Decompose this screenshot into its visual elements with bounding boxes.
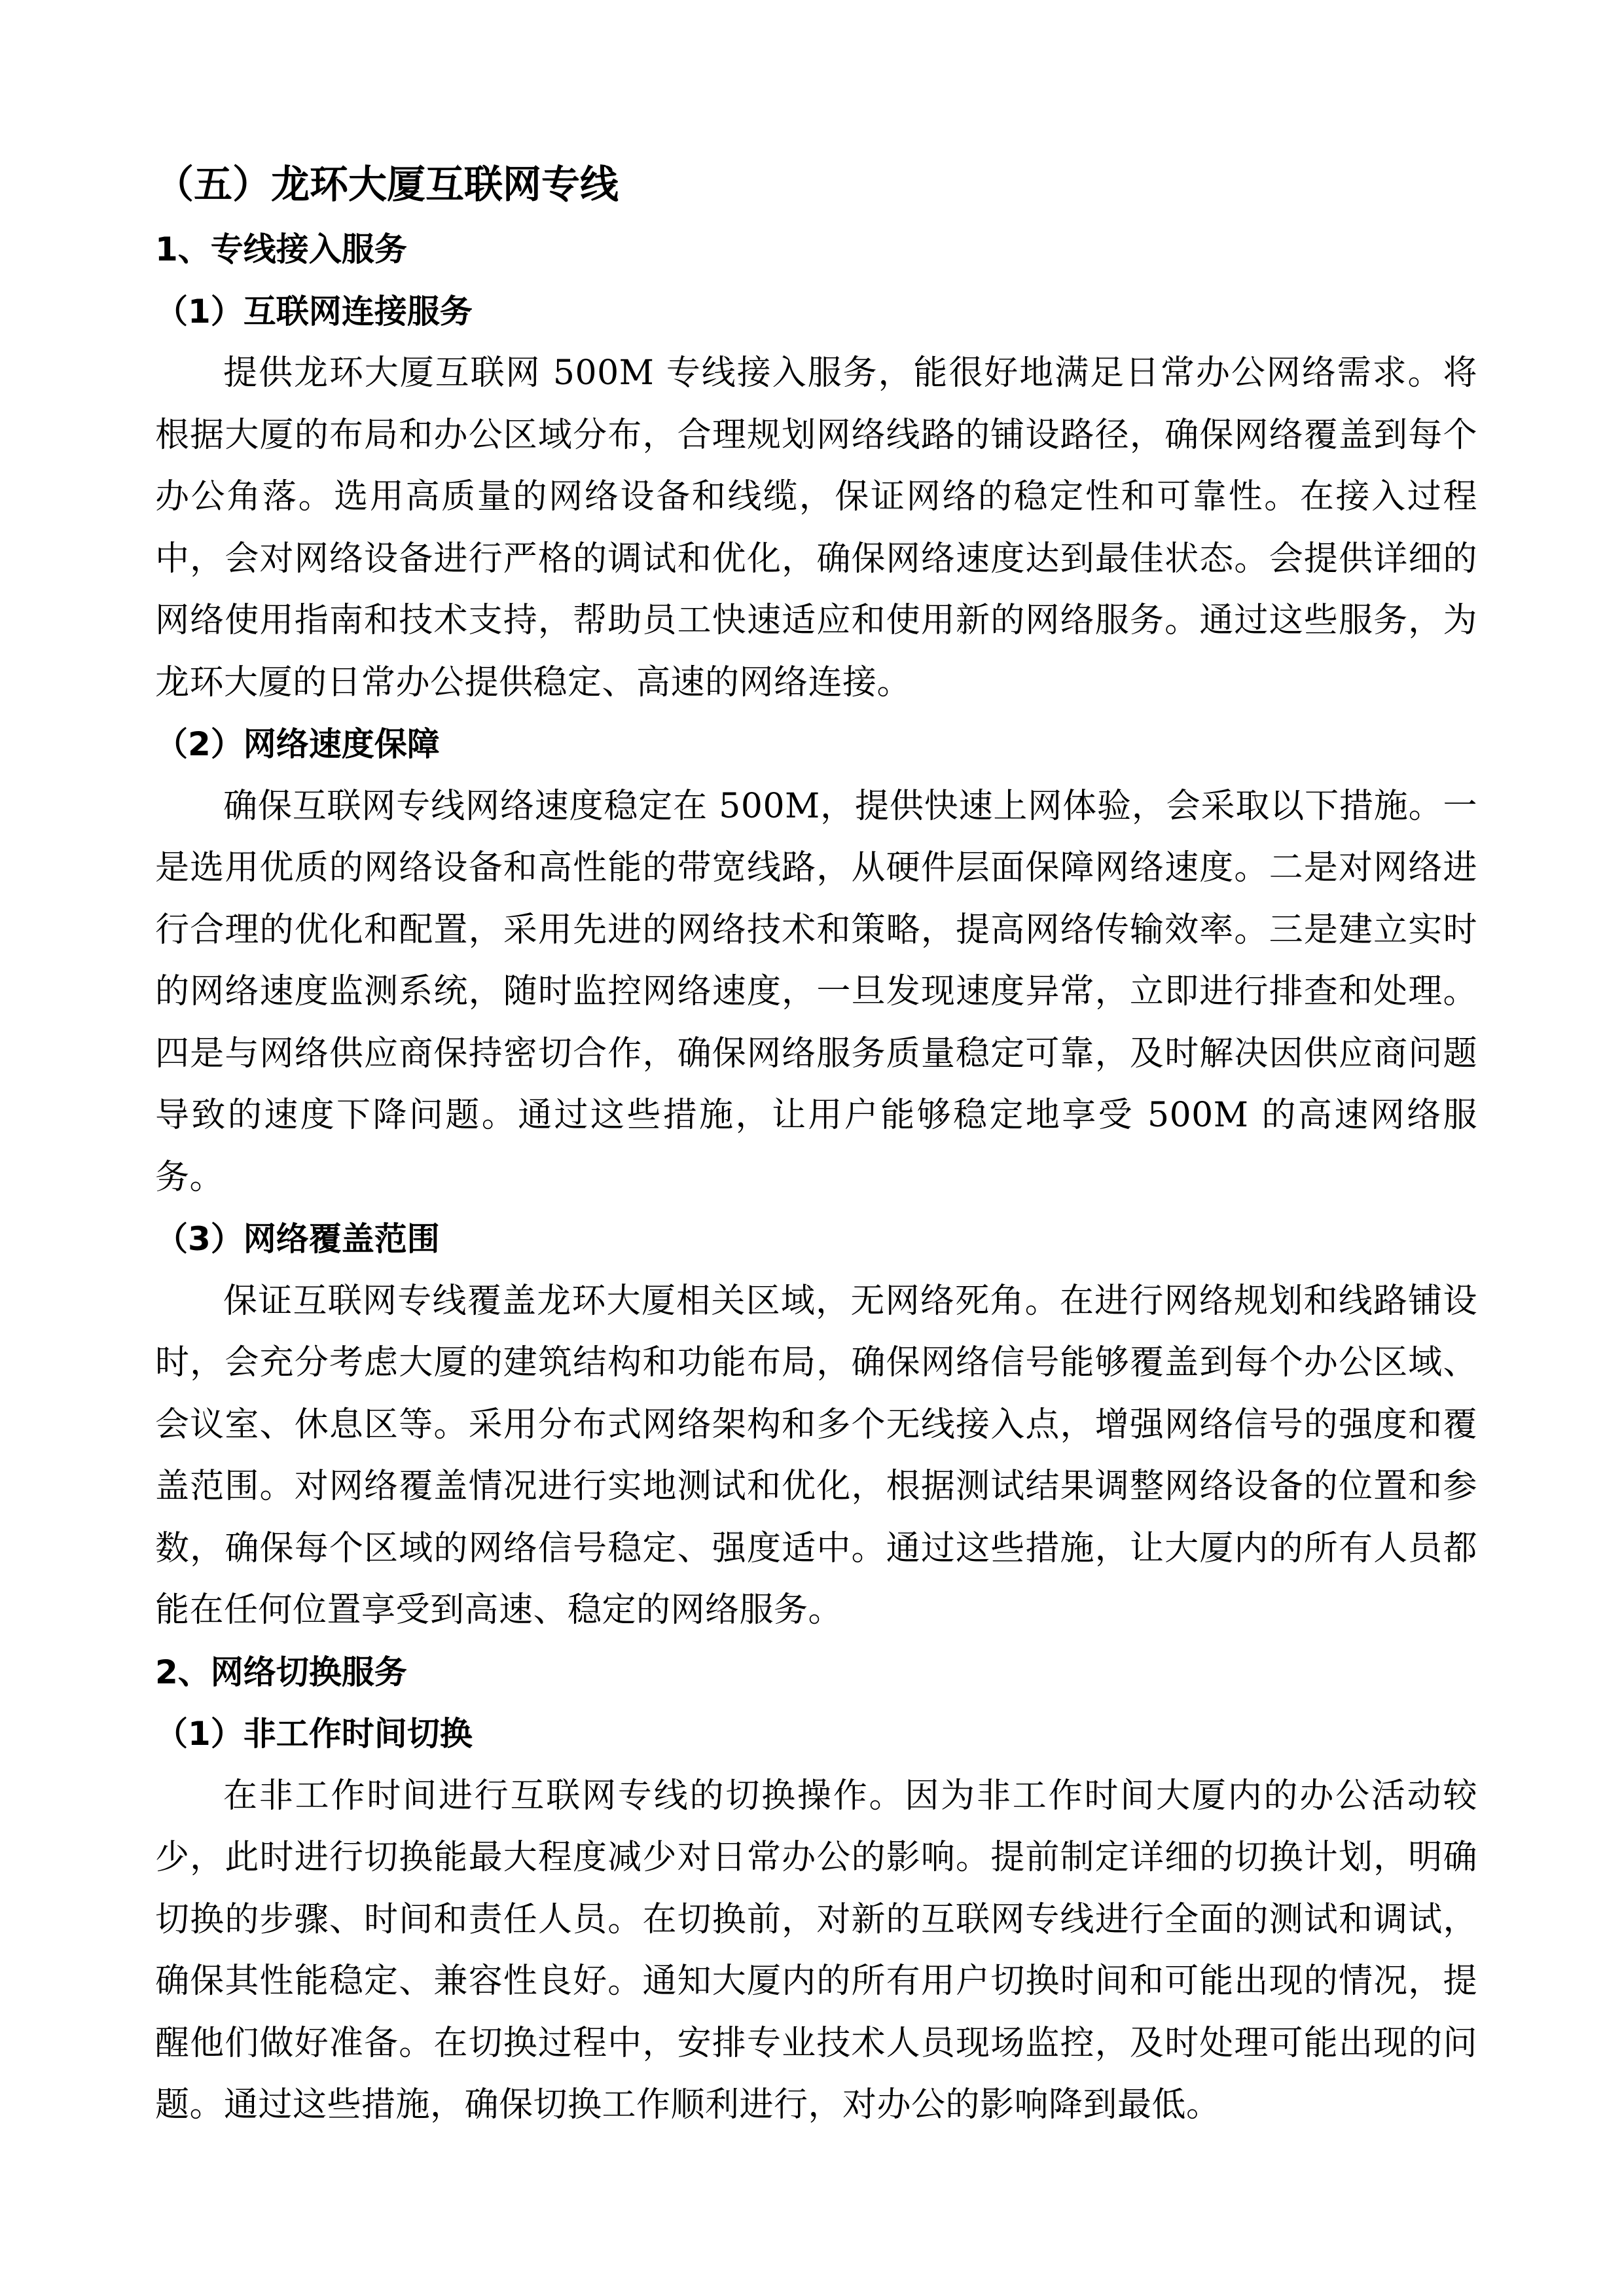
subsection-heading: （1）非工作时间切换	[155, 1715, 473, 1753]
section-heading: 1、专线接入服务	[155, 230, 407, 268]
subsection-heading: （1）互联网连接服务	[155, 292, 473, 331]
subsection-heading: （2）网络速度保障	[155, 725, 440, 763]
document-page	[155, 151, 1477, 2136]
document-title: （五）龙环大厦互联网专线	[155, 162, 619, 207]
paragraph: 保证互联网专线覆盖龙环大厦相关区域，无网络死角。在进行网络规划和线路铺设时，会充分考虑大厦的建筑结构和功能布局，确保网络信号能够覆盖到每个办公区域、会议室、休息区等。采用分布式网络架构和多个无线接入点，增强网络信号的强度和覆盖范围。对网络覆盖情况进行实地测试和优化，根据测试结果调整网络设备的位置和参数，确保每个区域的网络信号稳定、强度适中。通过这些措施，让大厦内的所有人员都能在任何位置享受到高速、稳定的网络服务。	[155, 1281, 1477, 1630]
section-heading: 2、网络切换服务	[155, 1653, 407, 1691]
paragraph: 在非工作时间进行互联网专线的切换操作。因为非工作时间大厦内的办公活动较少，此时进行切换能最大程度减少对日常办公的影响。提前制定详细的切换计划，明确切换的步骤、时间和责任人员。在切换前，对新的互联网专线进行全面的测试和调试，确保其性能稳定、兼容性良好。通知大厦内的所有用户切换时间和可能出现的情况，提醒他们做好准备。在切换过程中，安排专业技术人员现场监控，及时处理可能出现的问题。通过这些措施，确保切换工作顺利进行，对办公的影响降到最低。	[155, 1776, 1477, 2125]
paragraph: 确保互联网专线网络速度稳定在 500M，提供快速上网体验，会采取以下措施。一是选用优质的网络设备和高性能的带宽线路，从硬件层面保障网络速度。二是对网络进行合理的优化和配置，采用先进的网络技术和策略，提高网络传输效率。三是建立实时的网络速度监测系统，随时监控网络速度，一旦发现速度异常，立即进行排查和处理。四是与网络供应商保持密切合作，确保网络服务质量稳定可靠，及时解决因供应商问题导致的速度下降问题。通过这些措施，让用户能够稳定地享受 500M 的高速网络服务。	[155, 786, 1477, 1197]
paragraph: 提供龙环大厦互联网 500M 专线接入服务，能很好地满足日常办公网络需求。将根据大厦的布局和办公区域分布，合理规划网络线路的铺设路径，确保网络覆盖到每个办公角落。选用高质量的网络设备和线缆，保证网络的稳定性和可靠性。在接入过程中，会对网络设备进行严格的调试和优化，确保网络速度达到最佳状态。会提供详细的网络使用指南和技术支持，帮助员工快速适应和使用新的网络服务。通过这些服务，为龙环大厦的日常办公提供稳定、高速的网络连接。	[155, 353, 1477, 702]
subsection-heading: （3）网络覆盖范围	[155, 1220, 440, 1258]
